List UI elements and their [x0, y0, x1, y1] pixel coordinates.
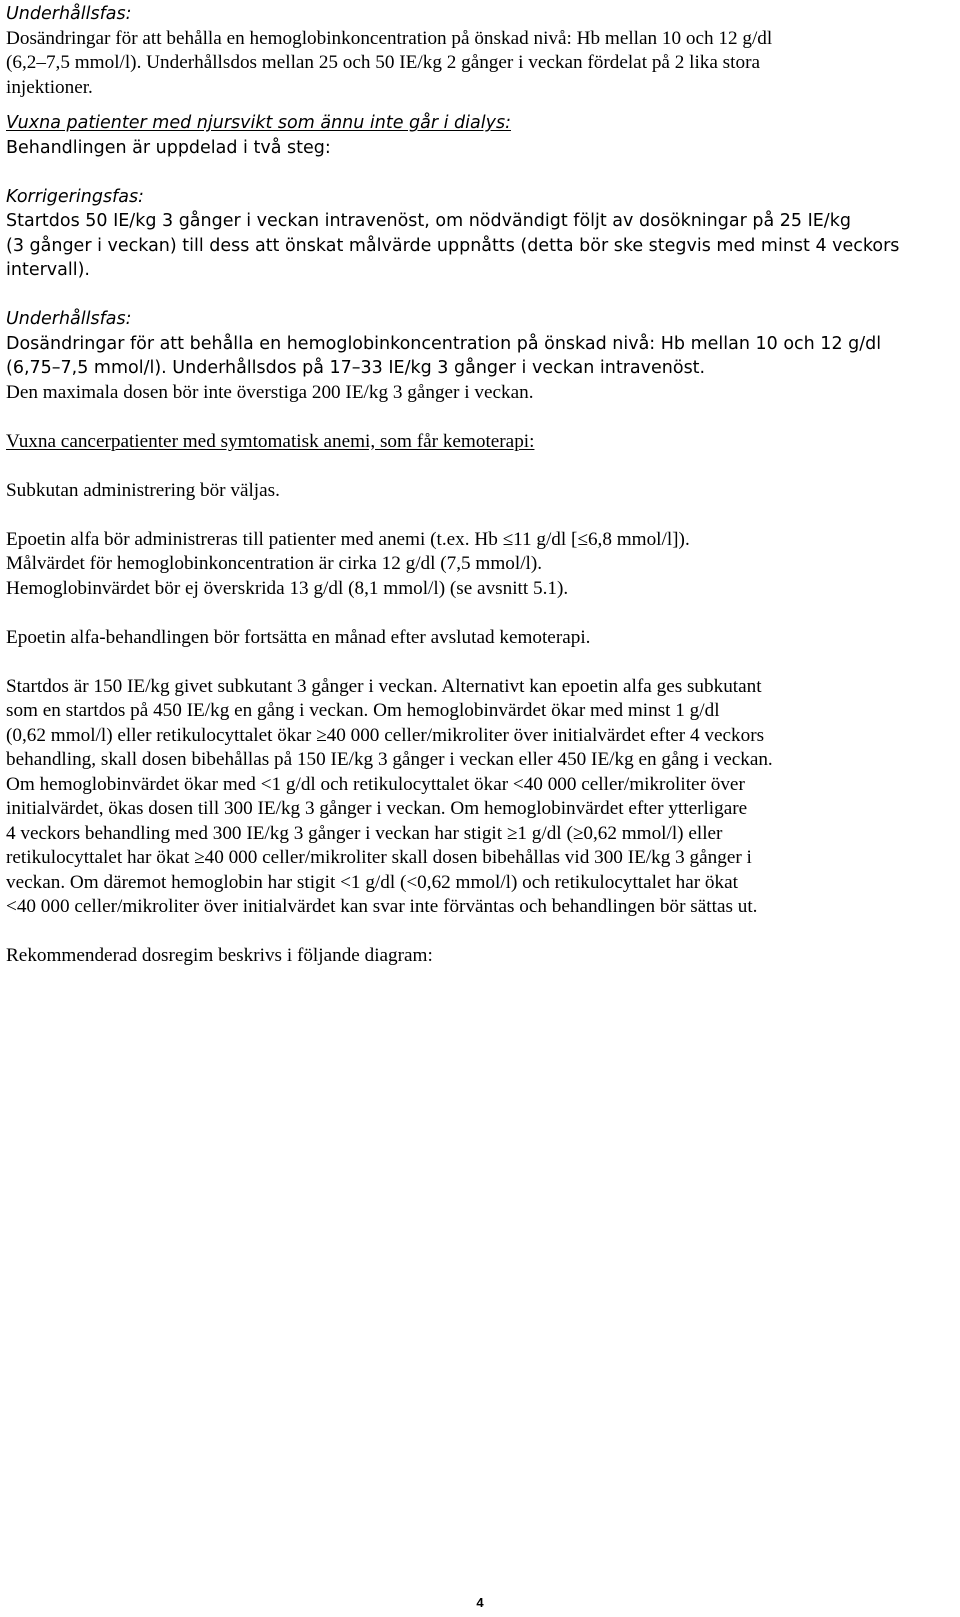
- paragraph: [6, 944, 952, 969]
- paragraph-gap: [6, 920, 952, 945]
- page-number: 4: [476, 1595, 484, 1610]
- text-line: Startdos är 150 IE/kg givet subkutant 3 gånger i veckan. Alternativt kan epoetin alfa ges subkutant: [6, 675, 762, 697]
- paragraph-gap: [6, 650, 952, 675]
- text-line: Dosändringar för att behålla en hemoglobinkoncentration på önskad nivå: Hb mellan 10 och 12 g/dl: [6, 27, 773, 49]
- text-line: 4 veckors behandling med 300 IE/kg 3 gånger i veckan har stigit ≥1 g/dl (≥0,62 mmol/l) eller: [6, 822, 723, 844]
- section-heading: Vuxna patienter med njursvikt som ännu inte går i dialys:: [6, 113, 511, 133]
- paragraph: [6, 626, 952, 651]
- paragraph: [6, 479, 952, 504]
- paragraph-gap: [6, 405, 952, 430]
- text-line: (6,2–7,5 mmol/l). Underhållsdos mellan 25 och 50 IE/kg 2 gånger i veckan fördelat på 2 lika stora: [6, 52, 760, 73]
- text-line: <40 000 celler/mikroliter över initialvärdet kan svar inte förväntas och behandlingen bör sättas ut.: [6, 896, 758, 917]
- paragraph: [6, 430, 952, 455]
- text-line: (0,62 mmol/l) eller retikulocyttalet ökar ≥40 000 celler/mikroliter över initialvärdet efter 4 veckors: [6, 724, 765, 746]
- paragraph: [6, 307, 952, 405]
- text-line: Dosändringar för att behålla en hemoglobinkoncentration på önskad nivå: Hb mellan 10 och 12 g/dl: [6, 333, 882, 354]
- paragraph: [6, 111, 952, 160]
- paragraph: [6, 528, 952, 602]
- section-title: Vuxna cancerpatienter med symtomatisk anemi, som får kemoterapi:: [6, 430, 535, 452]
- paragraph-gap: [6, 601, 952, 626]
- document-body: [6, 2, 952, 969]
- section-heading: Underhållsfas:: [6, 4, 132, 24]
- paragraph-gap: [6, 160, 952, 185]
- text-line: injektioner.: [6, 76, 93, 98]
- text-line: initialvärdet, ökas dosen till 300 IE/kg 3 gånger i veckan. Om hemoglobinvärdet efter ytterligare: [6, 798, 748, 819]
- text-line: Startdos 50 IE/kg 3 gånger i veckan intravenöst, om nödvändigt följt av dosökningar på 25 IE/kg: [6, 211, 851, 231]
- text-line: Epoetin alfa bör administreras till patienter med anemi (t.ex. Hb ≤11 g/dl [≤6,8 mmol/l]).: [6, 528, 690, 550]
- text-line: som en startdos på 450 IE/kg en gång i veckan. Om hemoglobinvärdet ökar med minst 1 g/dl: [6, 700, 720, 721]
- text-line: Den maximala dosen bör inte överstiga 200 IE/kg 3 gånger i veckan.: [6, 381, 534, 403]
- text-line: Behandlingen är uppdelad i två steg:: [6, 137, 331, 158]
- text-line: Om hemoglobinvärdet ökar med <1 g/dl och retikulocyttalet ökar <40 000 celler/mikroliter över: [6, 773, 745, 795]
- text-line: (6,75–7,5 mmol/l). Underhållsdos på 17–33 IE/kg 3 gånger i veckan intravenöst.: [6, 358, 706, 378]
- text-line: Subkutan administrering bör väljas.: [6, 479, 280, 501]
- text-line: Målvärdet för hemoglobinkoncentration är cirka 12 g/dl (7,5 mmol/l).: [6, 553, 543, 574]
- text-line: retikulocyttalet har ökat ≥40 000 celler/mikroliter skall dosen bibehållas vid 300 IE/kg 3 gånger i: [6, 847, 752, 868]
- section-heading: Underhållsfas:: [6, 309, 132, 329]
- paragraph: [6, 185, 952, 283]
- text-line: (3 gånger i veckan) till dess att önskat målvärde uppnåtts (detta bör ske stegvis med minst 4 veckors: [6, 235, 900, 256]
- text-line: Rekommenderad dosregim beskrivs i följande diagram:: [6, 945, 433, 966]
- section-heading: Korrigeringsfas:: [6, 186, 144, 207]
- paragraph: [6, 675, 952, 920]
- paragraph-gap: [6, 283, 952, 308]
- text-line: Epoetin alfa-behandlingen bör fortsätta en månad efter avslutad kemoterapi.: [6, 626, 591, 648]
- text-line: veckan. Om däremot hemoglobin har stigit <1 g/dl (<0,62 mmol/l) och retikulocyttalet har ökat: [6, 871, 738, 893]
- text-line: Hemoglobinvärdet bör ej överskrida 13 g/dl (8,1 mmol/l) (se avsnitt 5.1).: [6, 577, 569, 599]
- paragraph-gap: [6, 503, 952, 528]
- text-line: behandling, skall dosen bibehållas på 150 IE/kg 3 gånger i veckan eller 450 IE/kg en gång i veckan.: [6, 749, 773, 770]
- paragraph-gap: [6, 454, 952, 479]
- paragraph-gap: [6, 100, 952, 111]
- paragraph: [6, 2, 952, 100]
- text-line: intervall).: [6, 260, 90, 280]
